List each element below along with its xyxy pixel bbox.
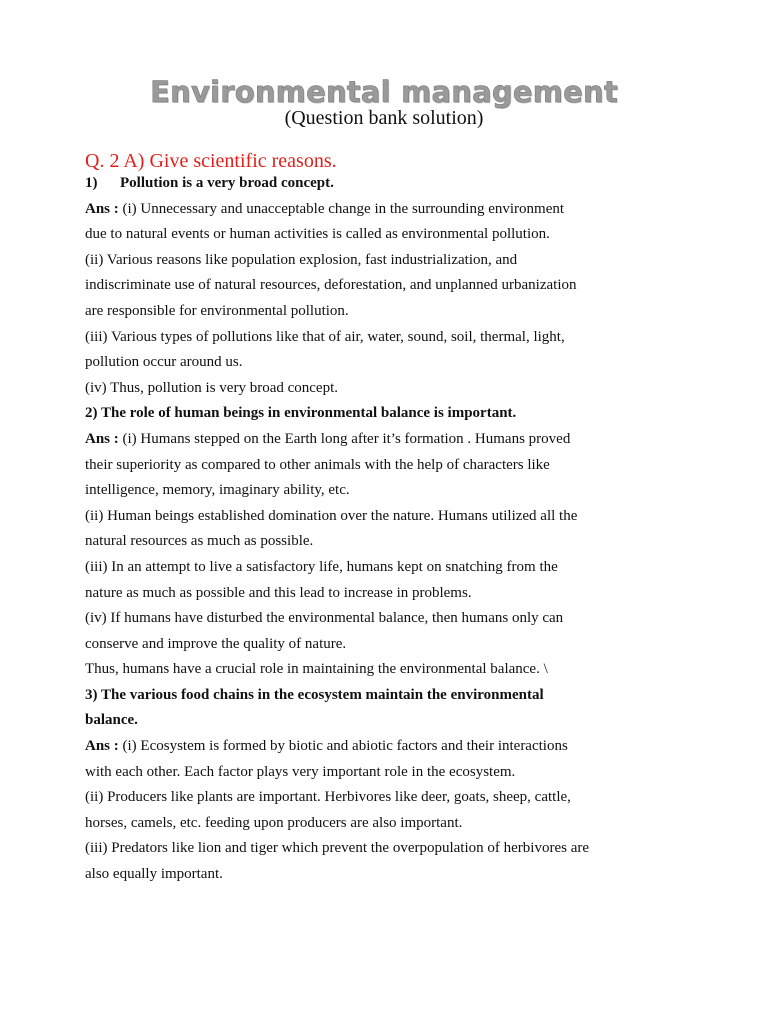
q3-answer-line: with each other. Each factor plays very important role in the ecosystem. [85, 763, 516, 780]
question-heading: Q. 2 A) Give scientific reasons. [85, 150, 337, 172]
q3-answer-line: horses, camels, etc. feeding upon producers are also important. [85, 814, 463, 831]
q1-heading [85, 171, 705, 197]
q1-answer-line: due to natural events or human activities is called as environmental pollution. [85, 226, 550, 243]
q3-answer-text: (i) Ecosystem is formed by biotic and abiotic factors and their interactions [118, 738, 568, 755]
answer-content [85, 171, 705, 888]
q2-answer-line [85, 427, 705, 453]
q3-answer-line: (ii) Producers like plants are important. Herbivores like deer, goats, sheep, cattle, [85, 789, 571, 806]
q1-answer-line: indiscriminate use of natural resources, deforestation, and unplanned urbanization [85, 277, 577, 294]
q3-answer-line: also equally important. [85, 866, 223, 883]
q2-answer-line: Thus, humans have a crucial role in maintaining the environmental balance. \ [85, 661, 548, 678]
q1-question: Pollution is a very broad concept. [120, 175, 334, 191]
q1-answer-line [85, 197, 705, 223]
q2-answer-text: (i) Humans stepped on the Earth long after it’s formation . Humans proved [118, 430, 571, 447]
q1-answer-line: (iii) Various types of pollutions like that of air, water, sound, soil, thermal, light, [85, 328, 565, 345]
q1-answer-line: are responsible for environmental pollution. [85, 302, 349, 319]
ans-label: Ans : [85, 430, 119, 447]
q2-answer-line: intelligence, memory, imaginary ability, etc. [85, 482, 350, 499]
ans-label: Ans : [85, 200, 119, 217]
q3-heading: balance. [85, 712, 138, 729]
q2-answer-line: their superiority as compared to other animals with the help of characters like [85, 456, 550, 473]
q3-heading: 3) The various food chains in the ecosystem maintain the environmental [85, 686, 544, 703]
page-title: Environmental management [150, 75, 618, 109]
q2-answer-line: (iii) In an attempt to live a satisfactory life, humans kept on snatching from the [85, 558, 558, 575]
q2-answer-line: conserve and improve the quality of nature. [85, 635, 347, 652]
q2-answer-line: natural resources as much as possible. [85, 533, 314, 550]
q1-answer-line: (ii) Various reasons like population explosion, fast industrialization, and [85, 251, 518, 268]
ans-label: Ans : [85, 738, 119, 755]
q1-answer-line: (iv) Thus, pollution is very broad concept. [85, 379, 339, 396]
q2-answer-line: (iv) If humans have disturbed the environmental balance, then humans only can [85, 610, 564, 627]
q3-answer-line: (iii) Predators like lion and tiger which prevent the overpopulation of herbivores are [85, 840, 590, 857]
q2-answer-line: nature as much as possible and this lead to increase in problems. [85, 584, 472, 601]
page-subtitle: (Question bank solution) [284, 107, 484, 129]
q2-heading: 2) The role of human beings in environmental balance is important. [85, 405, 517, 422]
q3-answer-line [85, 734, 705, 760]
q2-answer-line: (ii) Human beings established domination over the nature. Humans utilized all the [85, 507, 578, 524]
q1-answer-line: pollution occur around us. [85, 354, 243, 371]
q1-answer-text: (i) Unnecessary and unacceptable change in the surrounding environment [118, 200, 565, 217]
q1-number: 1) [85, 175, 98, 191]
